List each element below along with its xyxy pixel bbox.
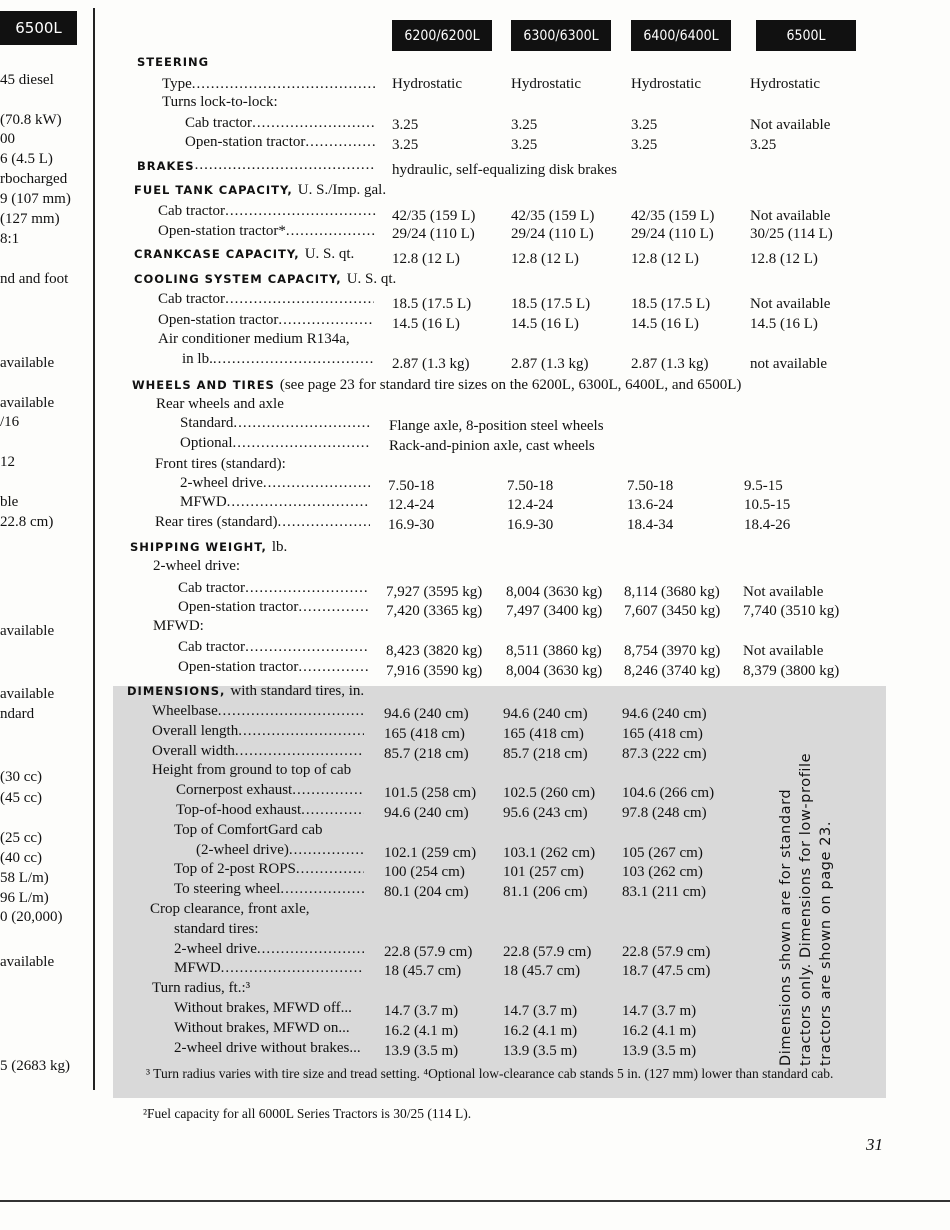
dimension-value: 94.6 (240 cm)	[503, 706, 588, 722]
steering-type-value: Hydrostatic	[631, 76, 701, 92]
dimension-label	[174, 960, 364, 977]
left-column-header: 6500L	[0, 11, 77, 45]
row-label	[180, 475, 370, 492]
row-label	[158, 223, 376, 240]
dimension-value: 13.9 (3.5 m)	[622, 1042, 697, 1059]
row-label	[182, 351, 374, 368]
left-column-item: 5 (2683 kg)	[0, 1058, 70, 1074]
dimension-value: 83.1 (211 cm)	[622, 884, 707, 901]
dimension-value: 103.1 (262 cm)	[503, 844, 596, 861]
left-column-item: 58 L/m)	[0, 870, 49, 886]
text: 2-wheel drive:	[153, 558, 241, 574]
dimension-label	[174, 822, 364, 839]
weight-value: 7,916 (3590 kg)	[386, 663, 483, 679]
dimension-value: 95.6 (243 cm)	[503, 805, 588, 821]
spec-value: 14.5 (16 L)	[750, 316, 818, 332]
dot-leader	[195, 157, 376, 175]
dimension-label	[174, 861, 364, 878]
dimension-value: 16.2 (4.1 m)	[622, 1022, 697, 1039]
weight-value: 7,607 (3450 kg)	[624, 603, 721, 619]
spec-value: 29/24 (110 L)	[392, 226, 475, 242]
cooling-title	[134, 271, 396, 288]
row-label-text: Open-station tractor	[158, 312, 279, 328]
dimension-value: 97.8 (248 cm)	[622, 805, 707, 821]
spec-value: 12.8 (12 L)	[750, 251, 818, 267]
tire-value: 7.50-18	[388, 478, 435, 494]
dimension-label	[152, 723, 364, 740]
left-column-item: 00	[0, 131, 15, 147]
left-column-item: rbocharged	[0, 171, 68, 187]
section-title-text: WHEELS AND TIRES	[132, 378, 275, 392]
row-label-text: Cornerpost exhaust	[176, 782, 293, 799]
left-column-item: 9 (107 mm)	[0, 191, 71, 207]
row-label-text: Without brakes, MFWD off...	[174, 1000, 352, 1016]
dimensions-title	[127, 683, 364, 700]
left-column-item: 12	[0, 454, 15, 470]
weight-value: 7,497 (3400 kg)	[506, 603, 603, 619]
section-unit: U. S. qt.	[346, 271, 397, 287]
section-unit: U. S./Imp. gal.	[297, 182, 387, 198]
row-label	[158, 203, 376, 220]
dimension-value: 102.5 (260 cm)	[503, 785, 596, 802]
row-label-text: Turn radius, ft.:³	[152, 980, 251, 997]
dot-leader	[280, 881, 364, 898]
dimension-value: 80.1 (204 cm)	[384, 884, 469, 901]
spec-value: 12.8 (12 L)	[631, 251, 699, 267]
weight-value: 8,423 (3820 kg)	[386, 643, 483, 659]
left-column-item: 6 (4.5 L)	[0, 151, 53, 167]
tire-value: 12.4-24	[507, 497, 554, 513]
row-label	[178, 599, 368, 616]
row-label-text: Height from ground to top of cab	[152, 762, 352, 779]
dimension-value: 14.7 (3.7 m)	[384, 1003, 459, 1019]
left-column-item: (25 cc)	[0, 830, 43, 846]
left-column-item: available	[0, 395, 55, 411]
dimension-value: 85.7 (218 cm)	[503, 745, 588, 762]
dot-leader	[296, 861, 364, 878]
dimension-value: 14.7 (3.7 m)	[503, 1003, 578, 1019]
spec-value: 18.5 (17.5 L)	[511, 296, 591, 312]
weight-value: 8,754 (3970 kg)	[624, 643, 721, 659]
weight-value: 8,114 (3680 kg)	[624, 584, 720, 600]
dot-leader	[227, 494, 370, 511]
spec-value: 3.25	[631, 137, 658, 153]
dimension-value: 105 (267 cm)	[622, 844, 703, 861]
spec-value: 18.5 (17.5 L)	[631, 296, 711, 312]
row-label-text: (2-wheel drive)	[196, 841, 289, 858]
section-unit: with standard tires, in.	[230, 683, 365, 699]
ac-label: Air conditioner medium R134a,	[158, 331, 350, 347]
section-title-text: BRAKES	[137, 159, 195, 173]
spec-value: 3.25	[392, 137, 419, 153]
dimension-value: 101 (257 cm)	[503, 864, 584, 881]
row-label-text: Open-station tractor	[178, 599, 299, 615]
left-column-item: available	[0, 686, 55, 702]
spec-value: 3.25	[392, 117, 419, 133]
weight-value: 8,246 (3740 kg)	[624, 663, 721, 679]
steering-type-value: Hydrostatic	[750, 76, 820, 92]
dimension-value: 94.6 (240 cm)	[384, 706, 469, 722]
left-column-item: (45 cc)	[0, 790, 43, 806]
text: Rear wheels and axle	[156, 396, 284, 412]
spec-value: 42/35 (159 L)	[392, 208, 476, 224]
dot-leader	[301, 802, 364, 819]
tire-value: 18.4-34	[627, 517, 674, 533]
dimension-value: 18 (45.7 cm)	[503, 963, 581, 980]
dimension-value: 16.2 (4.1 m)	[503, 1022, 578, 1039]
dot-leader	[277, 514, 370, 531]
row-label-text: Overall length	[152, 722, 239, 739]
row-label-text: Type	[162, 76, 192, 92]
spec-value: 2.87 (1.3 kg)	[392, 356, 470, 372]
dimension-value: 94.6 (240 cm)	[622, 706, 707, 722]
dimension-value: 13.9 (3.5 m)	[503, 1042, 578, 1059]
dimension-value: 18.7 (47.5 cm)	[622, 963, 711, 980]
left-column-item: 22.8 cm)	[0, 514, 54, 530]
bottom-rule	[0, 1200, 950, 1202]
row-label-text: in lb.	[182, 351, 213, 367]
left-column-item: available	[0, 954, 55, 970]
row-label	[178, 580, 368, 597]
spec-value: 14.5 (16 L)	[511, 316, 579, 332]
dot-leader	[289, 842, 364, 859]
spec-value: Not available	[750, 117, 831, 133]
spec-value: 42/35 (159 L)	[511, 208, 595, 224]
spec-value: 29/24 (110 L)	[631, 226, 714, 242]
row-label-text: Cab tractor	[185, 115, 253, 131]
spec-value: 3.25	[511, 117, 538, 133]
section-title-text: FUEL TANK CAPACITY,	[134, 183, 293, 197]
dimension-value: 165 (418 cm)	[384, 725, 465, 742]
left-column-item: (30 cc)	[0, 769, 43, 785]
dimensions-side-note: Dimensions shown are for standard tractors only. Dimensions for low-profile tractors are shown on page 23.	[778, 752, 834, 1066]
dot-leader	[305, 134, 376, 151]
dot-leader	[245, 580, 368, 597]
row-label	[180, 494, 370, 511]
left-column-item: available	[0, 623, 55, 639]
left-column-item: 8:1	[0, 231, 20, 247]
spec-value: 12.8 (12 L)	[392, 251, 460, 267]
steering-type-value: Hydrostatic	[392, 76, 462, 92]
spec-value: 3.25	[750, 137, 777, 153]
col-header-6200: 6200/6200L	[392, 20, 492, 51]
row-label-text: 2-wheel drive without brakes...	[174, 1039, 361, 1056]
weight-value: 8,379 (3800 kg)	[743, 663, 840, 679]
dimension-value: 104.6 (266 cm)	[622, 785, 715, 802]
spec-value: Not available	[750, 208, 831, 224]
spec-value: 18.5 (17.5 L)	[392, 296, 472, 312]
crankcase-title	[134, 246, 354, 263]
row-label-text: To steering wheel	[174, 881, 281, 898]
dot-leader	[263, 475, 370, 492]
column-divider	[93, 8, 95, 1090]
row-label-text: 2-wheel drive	[174, 940, 257, 957]
dimension-label	[174, 941, 364, 958]
spec-value: 3.25	[511, 137, 538, 153]
dimension-value: 101.5 (258 cm)	[384, 785, 477, 802]
dot-leader	[213, 351, 374, 368]
dimension-label	[152, 703, 364, 720]
dimension-value: 102.1 (259 cm)	[384, 844, 477, 861]
spec-value: 14.5 (16 L)	[392, 316, 460, 332]
left-column-item: 45 diesel	[0, 72, 54, 88]
tire-value: 7.50-18	[507, 478, 554, 494]
row-label-text: Cab tractor	[158, 291, 226, 307]
section-title-text: STEERING	[137, 55, 210, 69]
dimension-label	[174, 881, 364, 898]
dot-leader	[257, 941, 364, 958]
row-label	[178, 659, 368, 676]
weight-value: Not available	[743, 584, 824, 600]
weight-value: 7,420 (3365 kg)	[386, 603, 483, 619]
dot-leader	[225, 203, 376, 220]
weight-value: Not available	[743, 643, 824, 659]
dot-leader	[252, 115, 376, 132]
tire-value: 16.9-30	[388, 517, 435, 533]
steering-title	[137, 55, 209, 69]
dot-leader	[221, 960, 364, 977]
dot-leader	[286, 223, 376, 240]
dimension-label	[174, 921, 364, 938]
fuel-footnote: ²Fuel capacity for all 6000L Series Tractors is 30/25 (114 L).	[143, 1106, 472, 1121]
row-label-text: Crop clearance, front axle,	[150, 901, 310, 917]
row-label-text: Cab tractor	[158, 203, 226, 219]
row-label	[180, 435, 370, 452]
spec-value: 14.5 (16 L)	[631, 316, 699, 332]
col-header-6300: 6300/6300L	[511, 20, 611, 51]
dot-leader	[245, 639, 368, 656]
spec-value: not available	[750, 356, 828, 372]
left-column-item: nd and foot	[0, 271, 69, 287]
row-label	[158, 312, 374, 329]
weight-value: 8,004 (3630 kg)	[506, 584, 603, 600]
row-label-text: Top of ComfortGard cab	[174, 821, 323, 838]
dimension-label	[174, 1040, 364, 1057]
dimension-value: 13.9 (3.5 m)	[384, 1042, 459, 1059]
dimension-value: 165 (418 cm)	[622, 725, 703, 742]
dimensions-footnote: ³ Turn radius varies with tire size and tread setting. ⁴Optional low-clearance cab stands 5 in. (127 mm) lower than standard cab.	[146, 1066, 834, 1081]
tire-value: 16.9-30	[507, 517, 554, 533]
row-label-text: standard tires:	[174, 920, 259, 937]
dot-leader	[292, 782, 364, 799]
steering-type-value: Hydrostatic	[511, 76, 581, 92]
left-column-item: available	[0, 355, 55, 371]
dimension-value: 81.1 (206 cm)	[503, 884, 588, 901]
section-unit: lb.	[271, 539, 288, 555]
dimension-value: 22.8 (57.9 cm)	[384, 943, 473, 960]
row-label-text: Cab tractor	[178, 580, 246, 596]
row-label-text: Overall width	[152, 742, 235, 759]
dot-leader	[298, 659, 368, 676]
row-label-text: Open-station tractor	[185, 134, 306, 150]
weight-value: 7,927 (3595 kg)	[386, 584, 483, 600]
row-label-text: MFWD	[174, 960, 221, 977]
dimension-label	[174, 1020, 364, 1037]
row-label-text: Open-station tractor	[178, 659, 299, 675]
spec-value: 29/24 (110 L)	[511, 226, 594, 242]
row-label	[162, 76, 376, 93]
turns-label: Turns lock-to-lock:	[162, 94, 278, 110]
tire-value: 7.50-18	[627, 478, 674, 494]
left-column-item: (40 cc)	[0, 850, 43, 866]
row-label-text: Wheelbase	[152, 703, 218, 719]
col-header-6500: 6500L	[756, 20, 856, 51]
dot-leader	[218, 703, 364, 720]
row-label-text: Rear tires (standard)	[155, 514, 278, 530]
left-column-item: (70.8 kW)	[0, 112, 62, 128]
dot-leader	[298, 599, 368, 616]
section-unit: U. S. qt.	[304, 246, 355, 262]
text: MFWD:	[153, 618, 204, 634]
left-column-item: 96 L/m)	[0, 890, 49, 906]
optional-wheels-value: Rack-and-pinion axle, cast wheels	[389, 438, 595, 454]
brakes-value: hydraulic, self-equalizing disk brakes	[392, 162, 617, 178]
dot-leader	[238, 723, 364, 740]
dimension-value: 100 (254 cm)	[384, 864, 465, 881]
spec-value: 2.87 (1.3 kg)	[511, 356, 589, 372]
left-column-item: /16	[0, 414, 20, 430]
row-label-text: Without brakes, MFWD on...	[174, 1019, 350, 1036]
row-label	[185, 115, 376, 132]
tire-value: 12.4-24	[388, 497, 435, 513]
left-column-item: 0 (20,000)	[0, 909, 63, 925]
dimension-value: 103 (262 cm)	[622, 864, 703, 881]
spec-value: 3.25	[631, 117, 658, 133]
dimension-value: 87.3 (222 cm)	[622, 745, 707, 762]
section-title-text: SHIPPING WEIGHT,	[130, 540, 267, 554]
tire-value: 9.5-15	[744, 478, 783, 494]
row-label	[155, 514, 370, 531]
spec-value: 12.8 (12 L)	[511, 251, 579, 267]
spec-value: 42/35 (159 L)	[631, 208, 715, 224]
dimension-value: 16.2 (4.1 m)	[384, 1022, 459, 1039]
dimension-label	[152, 980, 364, 997]
row-label	[178, 639, 368, 656]
section-unit: (see page 23 for standard tire sizes on the 6200L, 6300L, 6400L, and 6500L)	[279, 377, 742, 393]
dimension-label	[152, 762, 364, 779]
dot-leader	[192, 76, 376, 93]
wheels-title	[132, 377, 741, 394]
dot-leader	[225, 291, 374, 308]
dimension-label	[150, 901, 364, 918]
brakes-title	[137, 157, 376, 175]
weight-value: 7,740 (3510 kg)	[743, 603, 840, 619]
dimension-label	[152, 743, 364, 760]
text: Front tires (standard):	[155, 456, 286, 472]
left-column-item: (127 mm)	[0, 211, 60, 227]
row-label	[185, 134, 376, 151]
row-label-text: MFWD	[180, 494, 227, 510]
section-title-text: CRANKCASE CAPACITY,	[134, 247, 300, 261]
dimension-value: 85.7 (218 cm)	[384, 745, 469, 762]
page-number: 31	[866, 1135, 883, 1154]
tire-value: 10.5-15	[744, 497, 791, 513]
dimension-label	[174, 1000, 364, 1017]
spec-value: 2.87 (1.3 kg)	[631, 356, 709, 372]
weight-value: 8,004 (3630 kg)	[506, 663, 603, 679]
spec-value: Not available	[750, 296, 831, 312]
tire-value: 13.6-24	[627, 497, 674, 513]
row-label	[158, 291, 374, 308]
left-column-item: ndard	[0, 706, 35, 722]
row-label-text: Standard	[180, 415, 234, 431]
row-label-text: Optional	[180, 435, 233, 451]
dot-leader	[233, 415, 370, 432]
col-header-6400: 6400/6400L	[631, 20, 731, 51]
dimension-label	[176, 782, 364, 799]
row-label-text: Top of 2-post ROPS	[174, 861, 296, 878]
row-label-text: 2-wheel drive	[180, 475, 263, 491]
dot-leader	[278, 312, 374, 329]
shipping-title	[130, 539, 287, 556]
fuel-title	[134, 182, 386, 199]
row-label	[180, 415, 370, 432]
dimension-label	[176, 802, 364, 819]
dimension-value: 22.8 (57.9 cm)	[622, 943, 711, 960]
dimension-value: 165 (418 cm)	[503, 725, 584, 742]
section-title-text: COOLING SYSTEM CAPACITY,	[134, 272, 342, 286]
weight-value: 8,511 (3860 kg)	[506, 643, 602, 659]
dot-leader	[233, 435, 371, 452]
row-label-text: Cab tractor	[178, 639, 246, 655]
spec-value: 30/25 (114 L)	[750, 226, 833, 242]
dimension-value: 14.7 (3.7 m)	[622, 1003, 697, 1019]
dimension-value: 22.8 (57.9 cm)	[503, 943, 592, 960]
dimension-value: 18 (45.7 cm)	[384, 963, 462, 980]
row-label-text: Top-of-hood exhaust	[176, 802, 302, 818]
row-label-text: Open-station tractor*	[158, 223, 286, 239]
dot-leader	[235, 743, 364, 760]
dimension-value: 94.6 (240 cm)	[384, 805, 469, 821]
standard-wheels-value: Flange axle, 8-position steel wheels	[389, 418, 604, 434]
left-column-item: ble	[0, 494, 19, 510]
section-title-text: DIMENSIONS,	[127, 684, 226, 698]
tire-value: 18.4-26	[744, 517, 791, 533]
dimension-label	[196, 842, 364, 859]
